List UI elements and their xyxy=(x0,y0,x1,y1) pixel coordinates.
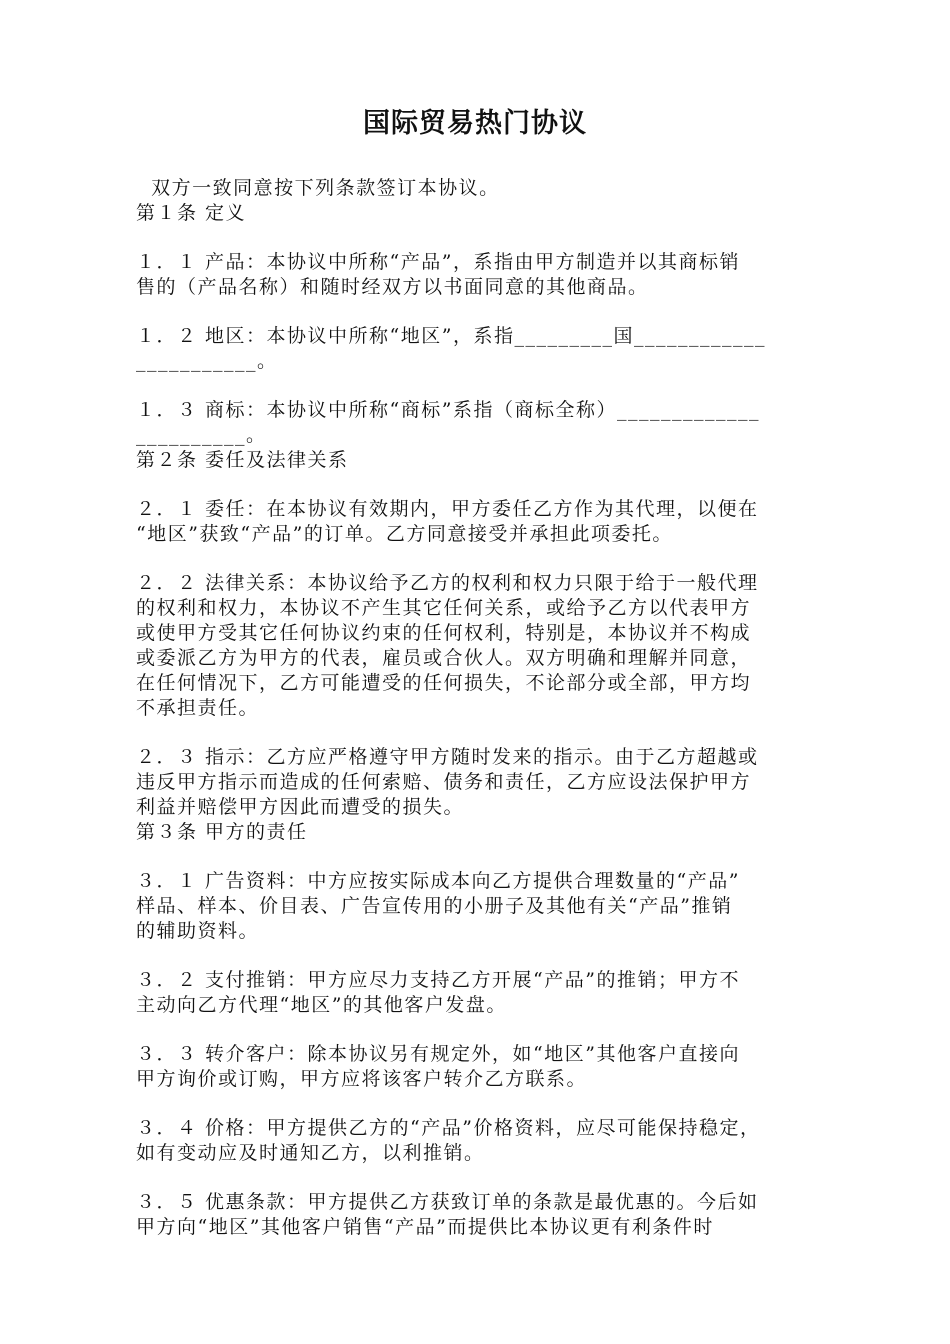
paragraph-line: 的权利和权力，本协议不产生其它任何关系，或给予乙方以代表甲方 xyxy=(136,597,752,619)
paragraph-line: 如有变动应及时通知乙方，以利推销。 xyxy=(136,1142,485,1164)
intro-line: 双方一致同意按下列条款签订本协议。 xyxy=(136,177,500,199)
paragraph-line: ３．２ 支付推销：甲方应尽力支持乙方开展“产品”的推销；甲方不 xyxy=(136,969,740,991)
paragraph-line: __________。 xyxy=(136,424,267,446)
paragraph-line: 售的（产品名称）和随时经双方以书面同意的其他商品。 xyxy=(136,276,649,298)
paragraph-line: ２．１ 委任：在本协议有效期内，甲方委任乙方作为其代理，以便在 xyxy=(136,498,759,520)
paragraph-line: 主动向乙方代理“地区”的其他客户发盘。 xyxy=(136,994,507,1016)
article-heading: 第２条 委任及法律关系 xyxy=(136,449,349,471)
paragraph-line: 违反甲方指示而造成的任何索赔、债务和责任，乙方应设法保护甲方 xyxy=(136,771,752,793)
paragraph-line: 或使甲方受其它任何协议约束的任何权利，特别是，本协议并不构成 xyxy=(136,622,752,644)
paragraph-line: ３．１ 广告资料：中方应按实际成本向乙方提供合理数量的“产品” xyxy=(136,870,740,892)
paragraph-line: 的辅助资料。 xyxy=(136,920,260,942)
article-heading: 第３条 甲方的责任 xyxy=(136,821,308,843)
paragraph-line: ２．３ 指示：乙方应严格遵守甲方随时发来的指示。由于乙方超越或 xyxy=(136,746,759,768)
paragraph-line: 在任何情况下，乙方可能遭受的任何损失，不论部分或全部，甲方均 xyxy=(136,672,752,694)
paragraph-line: “地区”获致“产品”的订单。乙方同意接受并承担此项委托。 xyxy=(136,523,673,545)
paragraph-line: 样品、样本、价目表、广告宣传用的小册子及其他有关“产品”推销 xyxy=(136,895,733,917)
paragraph-line: 利益并赔偿甲方因此而遭受的损失。 xyxy=(136,796,465,818)
paragraph-line: １．３ 商标：本协议中所称“商标”系指（商标全称）_____________ xyxy=(136,399,760,421)
paragraph-line: 甲方询价或订购，甲方应将该客户转介乙方联系。 xyxy=(136,1068,588,1090)
paragraph-line: ___________。 xyxy=(136,350,278,372)
paragraph-line: １．１ 产品：本协议中所称“产品”，系指由甲方制造并以其商标销 xyxy=(136,251,740,273)
paragraph-line: ３．５ 优惠条款：甲方提供乙方获致订单的条款是最优惠的。今后如 xyxy=(136,1191,759,1213)
paragraph-line: ２．２ 法律关系：本协议给予乙方的权利和权力只限于给于一般代理 xyxy=(136,572,759,594)
paragraph-line: 不承担责任。 xyxy=(136,697,260,719)
paragraph-line: ３．４ 价格：甲方提供乙方的“产品”价格资料，应尽可能保持稳定， xyxy=(136,1117,761,1139)
paragraph-line: 或委派乙方为甲方的代表，雇员或合伙人。双方明确和理解并同意， xyxy=(136,647,752,669)
paragraph-line: 甲方向“地区”其他客户销售“产品”而提供比本协议更有利条件时 xyxy=(136,1216,714,1238)
document-title: 国际贸易热门协议 xyxy=(363,108,587,139)
paragraph-line: １．２ 地区：本协议中所称“地区”，系指_________国____________ xyxy=(136,325,766,347)
article-heading: 第１条 定义 xyxy=(136,202,247,224)
paragraph-line: ３．３ 转介客户：除本协议另有规定外，如“地区”其他客户直接向 xyxy=(136,1043,740,1065)
